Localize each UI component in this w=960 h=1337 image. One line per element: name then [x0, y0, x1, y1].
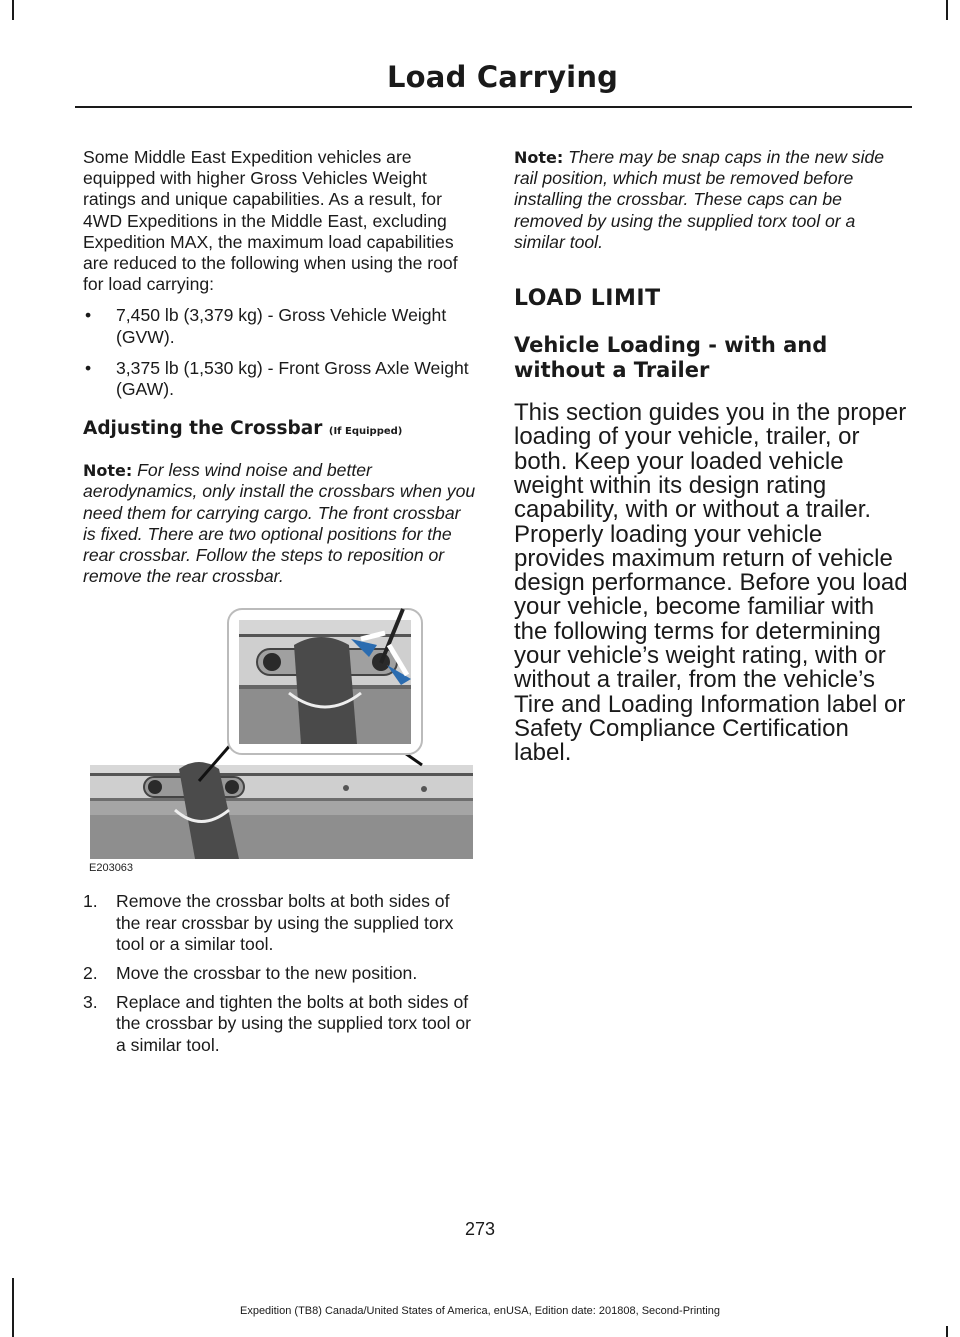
step-text: Replace and tighten the bolts at both sides of the crossbar by using the supplied torx tool or a similar tool. [116, 992, 472, 1055]
crossbar-heading-qualifier: (If Equipped) [328, 426, 403, 438]
edition-footer: Expedition (TB8) Canada/United States of America, enUSA, Edition date: 201808, Second-Printing [239, 1305, 720, 1317]
crossbar-note [83, 460, 476, 587]
note-label: Note: [514, 148, 564, 167]
right-column [514, 147, 909, 765]
step-text: Move the crossbar to the new position. [116, 963, 418, 984]
bullet-icon: • [85, 305, 92, 326]
page-number: 273 [464, 1219, 496, 1239]
step-number: 2. [83, 963, 98, 984]
step-text: Remove the crossbar bolts at both sides of the rear crossbar by using the supplied torx tool or a similar tool. [116, 891, 454, 954]
topic-heading: Vehicle Loading - with and without a Trailer [514, 333, 828, 382]
snap-caps-note [514, 147, 909, 253]
crossbar-heading-text: Adjusting the Crossbar [83, 418, 323, 440]
page-header-title: Load Carrying [387, 60, 619, 94]
list-item-text: 7,450 lb (3,379 kg) - Gross Vehicle Weight (GVW). [116, 305, 447, 347]
list-item [83, 305, 476, 347]
step-number: 1. [83, 891, 98, 912]
crossbar-heading [83, 417, 476, 444]
crossbar-steps [83, 891, 476, 1055]
crop-mark [946, 1326, 948, 1337]
section-heading: LOAD LIMIT [514, 286, 661, 312]
list-item [83, 891, 476, 955]
list-item-text: 3,375 lb (1,530 kg) - Front Gross Axle Weight (GAW). [116, 357, 469, 400]
note-text: There may be snap caps in the new side rail position, which must be removed before installing the crossbar. These caps can be removed by using the supplied torx tool or a similar tool. [514, 147, 885, 252]
lead-paragraph: This section guides you in the proper loading of your vehicle, trailer, or both. Keep your loaded vehicle weight within its design rating capability, with or without a trailer. Properly loading your vehicle provides maximum return of vehicle design performance. Before you load your vehicle, become familiar with the following terms for determining your vehicle’s weight rating, with or without a trailer, from the vehicle’s Tire and Loading Information label or Safety Compliance Certification label. [514, 399, 908, 767]
weight-list [83, 305, 476, 400]
intro-paragraph: Some Middle East Expedition vehicles are equipped with higher Gross Vehicles Weight ratings and unique capabilities. As a result, for 4WD Expeditions in the Middle East, excluding Expedition MAX, the maximum load capabilities are reduced to the following when using the roof for load carrying: [83, 147, 458, 295]
step-number: 3. [83, 992, 98, 1013]
crop-mark [946, 0, 948, 20]
crossbar-illustration [89, 605, 473, 873]
note-label: Note: [83, 461, 133, 481]
header-divider [75, 106, 912, 108]
crossbar-illustration-graphic [89, 605, 473, 873]
crop-mark [12, 0, 14, 20]
bullet-icon: • [85, 357, 92, 378]
list-item [83, 992, 476, 1056]
figure-label: E203063 [89, 862, 134, 875]
note-text: For less wind noise and better aerodynamics, only install the crossbars when you need them for carrying cargo. The front crossbar is fixed. There are two optional positions for the rear crossbar. Follow the steps to reposition or remove the rear crossbar. [83, 460, 476, 587]
list-item [83, 358, 476, 400]
list-item [83, 963, 476, 984]
left-column [83, 147, 476, 1064]
